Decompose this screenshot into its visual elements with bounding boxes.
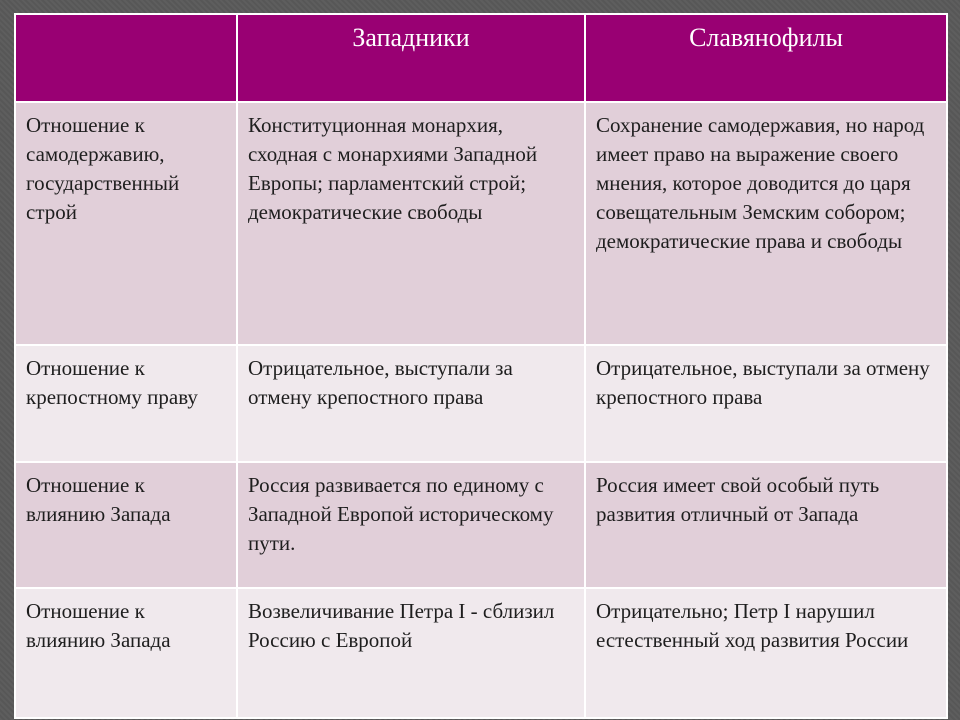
westernizers-cell: Возвеличивание Петра I - сблизил Россию с Европой: [237, 588, 585, 718]
header-row: [15, 14, 947, 102]
aspect-cell: Отношение к крепостному праву: [15, 345, 237, 462]
table-row: [15, 345, 947, 462]
table-row: [15, 588, 947, 718]
slavophiles-cell: Отрицательно; Петр I нарушил естественный ход развития России: [585, 588, 947, 718]
westernizers-cell: Россия развивается по единому с Западной Европой историческому пути.: [237, 462, 585, 588]
slavophiles-cell: Сохранение самодержавия, но народ имеет право на выражение своего мнения, которое доводится до царя совещательным Земским собором; демократические права и свободы: [585, 102, 947, 345]
aspect-cell: Отношение к влиянию Запада: [15, 588, 237, 718]
slavophiles-cell: Отрицательное, выступали за отмену крепостного права: [585, 345, 947, 462]
table-row: [15, 102, 947, 345]
table-row: [15, 462, 947, 588]
westernizers-cell: Отрицательное, выступали за отмену крепостного права: [237, 345, 585, 462]
aspect-cell: Отношение к самодержавию, государственный строй: [15, 102, 237, 345]
header-cell-westernizers: Западники: [237, 14, 585, 102]
aspect-cell: Отношение к влиянию Запада: [15, 462, 237, 588]
slavophiles-cell: Россия имеет свой особый путь развития отличный от Запада: [585, 462, 947, 588]
comparison-table: [14, 13, 948, 719]
header-cell-empty: [15, 14, 237, 102]
westernizers-cell: Конституционная монархия, сходная с монархиями Западной Европы; парламентский строй; демократические свободы: [237, 102, 585, 345]
table-header: [15, 14, 947, 102]
table-body: [15, 102, 947, 718]
header-cell-slavophiles: Славянофилы: [585, 14, 947, 102]
